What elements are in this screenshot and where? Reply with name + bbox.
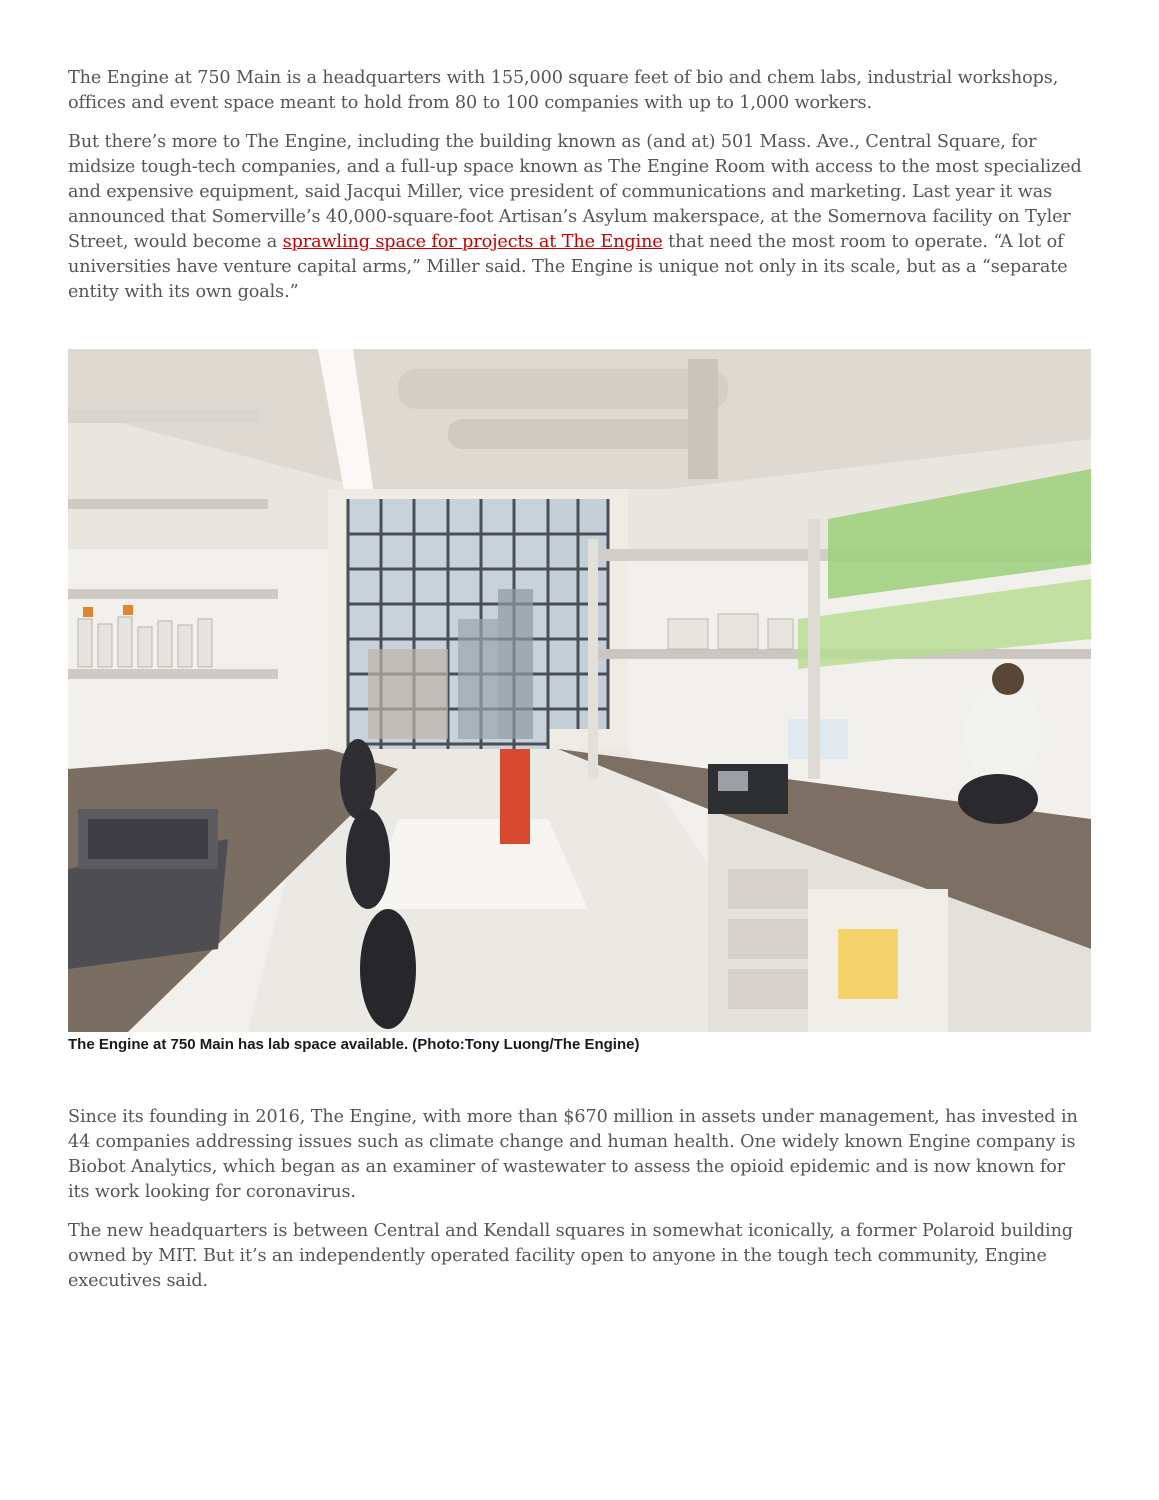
paragraph-founding: Since its founding in 2016, The Engine, with more than $670 million in assets under management, has invested in 44 companies addressing issues such as climate change and human health. One widely known Engine company is Biobot Analytics, which began as an examiner of wastewater to assess the opioid epidemic and is now known for its work looking for coronavirus.: [68, 1107, 1078, 1202]
article-body: [68, 66, 1091, 1308]
paragraph-text-after-link: that need the most room to operate. “A lot of universities have venture capital arms,” Miller said. The Engine is unique not only in its scale, but as a “separate entity with its own goals.”: [68, 232, 1068, 302]
sprawling-space-link[interactable]: sprawling space for projects at The Engine: [282, 232, 663, 252]
lab-photo: [68, 349, 1091, 1032]
paragraph-intro: The Engine at 750 Main is a headquarters with 155,000 square feet of bio and chem labs, industrial workshops, offices and event space meant to hold from 80 to 100 companies with up to 1,000 workers.: [68, 68, 1059, 113]
photo-caption: The Engine at 750 Main has lab space available. (Photo:Tony Luong/The Engine): [68, 1036, 640, 1053]
paragraph-text-before-link: But there’s more to The Engine, including the building known as (and at) 501 Mass. Ave., Central Square, for midsize tough-tech companies, and a full-up space known as The Engine Room with access to the most specialized and expensive equipment, said Jacqui Miller, vice president of communications and marketing. Last year it was announced that Somerville’s 40,000-square-foot Artisan’s Asylum makerspace, at the Somernova facility on Tyler Street, would become a: [68, 132, 1082, 252]
paragraph-engine-spaces: [68, 130, 1091, 305]
paragraph-headquarters: The new headquarters is between Central and Kendall squares in somewhat iconically, a former Polaroid building owned by MIT. But it’s an independently operated facility open to anyone in the tough tech community, Engine executives said.: [68, 1221, 1073, 1291]
